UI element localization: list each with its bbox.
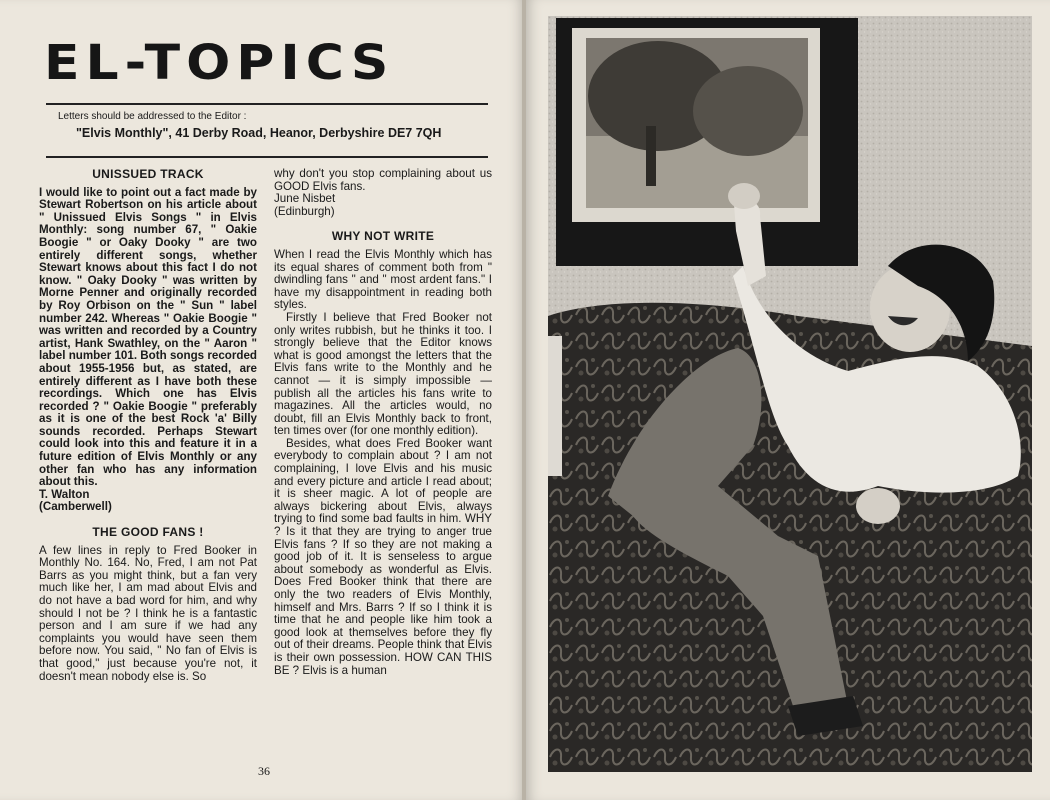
letter-heading: THE GOOD FANS ! (92, 525, 204, 540)
raised-hand (728, 183, 760, 209)
column-right (274, 168, 492, 758)
letter-paragraph: Besides, what does Fred Booker want everybody to complain about ? I am not complaining, I love Elvis and his music and every picture and article I read about; it is sheer magic. A lot of people are always bickering about Elvis, always trying to find some bad faults in him. WHY ? Is it that they are trying to anger true Elvis fans ? If so they are not making a good job of it. It is senseless to argue about somebody as wonderful as Elvis. Does Fred Booker think that there are only the two readers of Elvis Monthly, himself and Mrs. Barrs ? If so I think it is time that he and people like him took a good look at themselves before they fly out of their dreams. People think that Elvis is their own possession. HOW CAN THIS BE ? Elvis is a human (274, 436, 492, 677)
letter-body: I would like to point out a fact made by Stewart Robertson on his article about " Unissued Elvis Songs " in Elvis Monthly: song number 67, " Oakie Boogie " or Oaky Dooky " are two entirely different songs, whether Stewart knows about this fact I do not know. " Oaky Dooky " was written by Morne Penner and originally recorded by Roy Orbison on the " Sun " label number 242. Whereas " Oakie Boogie " was written and recorded by a Country artist, Hank Swathley, on the " Aaron " label number 101. Both songs recorded about 1955-1956 but, as stated, are entirely different as I have both these recordings. Which one has Elvis recorded ? " Oakie Boogie " preferably as it is one of the best Rock 'a' Billy sounds recorded. Perhaps Stewart could look into this and feature it in a future edition of Elvis Monthly or any other fan who has any information about this. (39, 185, 257, 489)
letter-signature-place: (Camberwell) (39, 500, 112, 514)
divider-top (46, 103, 488, 105)
letter-signature: June Nisbet (274, 192, 336, 206)
page-number: 36 (258, 764, 270, 778)
letter-body: A few lines in reply to Fred Booker in Monthly No. 164. No, Fred, I am not Pat Barrs as you might think, but a fan very much like her, I am mad about Elvis and do not have a bad word for him, and why should I not be ? I think he is a fantastic person and I am sure if we had any complaints you would have seen them before now. You said, " No fan of Elvis is that good," just because you're not, it doesn't mean nobody else is. So (39, 543, 257, 683)
divider-bottom (46, 156, 488, 158)
letter-paragraph: Firstly I believe that Fred Booker not only writes rubbish, but he thinks it too. I strongly believe that the Editor knows what is good amongst the letters that the Elvis fans write to the Monthly and he cannot — it is simply impossible — publish all the articles his fans write to magazines. All the articles would, no doubt, fill an Elvis Monthly back to front, ten times over (for one monthly edition). (274, 310, 492, 438)
letter-heading: UNISSUED TRACK (92, 168, 204, 181)
letter-signature-place: (Edinburgh) (274, 204, 335, 218)
elvis-photo (548, 16, 1032, 772)
photo-illustration (548, 16, 1032, 772)
left-page (0, 0, 524, 800)
editor-address: "Elvis Monthly", 41 Derby Road, Heanor, Derbyshire DE7 7QH (76, 126, 442, 140)
letter-signature: T. Walton (39, 487, 90, 501)
letter-heading: WHY NOT WRITE (331, 229, 435, 244)
address-block (58, 110, 488, 142)
letter-paragraph: When I read the Elvis Monthly which has its equal shares of comment both from " dwindling fans " and " most ardent fans." I have my disappointment in reading both styles. (274, 247, 492, 312)
column-left (39, 168, 257, 758)
address-intro: Letters should be addressed to the Editor : (58, 111, 247, 122)
page-title: EL-TOPICS (44, 36, 395, 92)
resting-hand (856, 488, 900, 524)
letter-body-continued: why don't you stop complaining about us GOOD Elvis fans. (274, 168, 492, 193)
